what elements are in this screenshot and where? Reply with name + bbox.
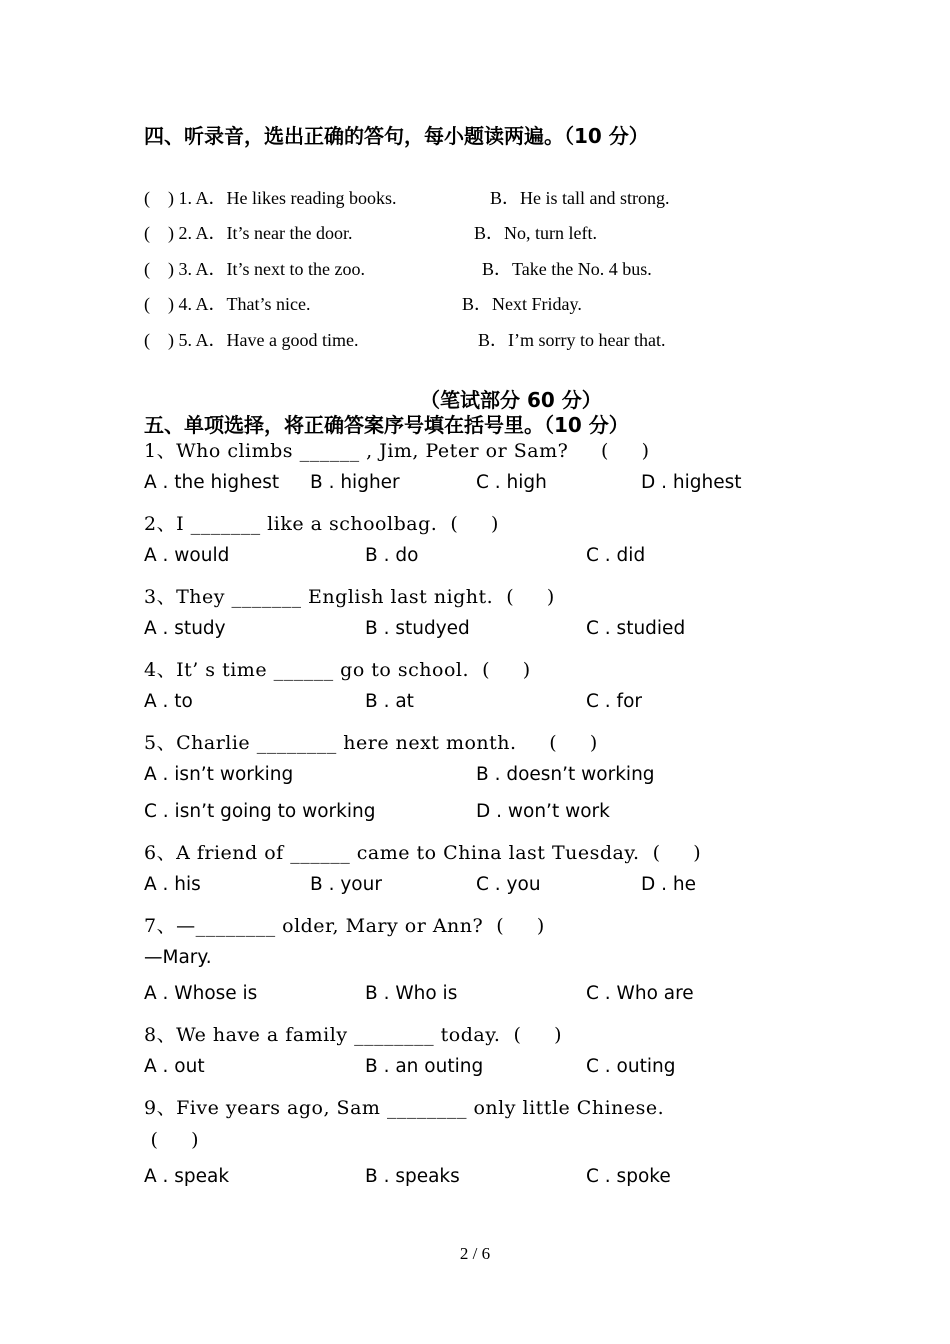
question-2: 2、I _______ like a schoolbag. ( ) [144,513,499,535]
listening-item-1-option-b: B．He is tall and strong. [490,188,670,208]
question-7-option-a: A . Whose is [144,983,258,1004]
listening-item-4: ( ) 4. A．That’s nice. [144,294,311,314]
question-6-option-c: C . you [476,874,541,895]
question-5-option-c: C . isn’t going to working [144,801,376,822]
question-9-option-c: C . spoke [586,1166,671,1187]
question-5: 5、Charlie ________ here next month. ( ) [144,732,598,754]
question-6: 6、A friend of ______ came to China last Tuesday. ( ) [144,842,702,864]
question-9-bracket: ( ) [144,1129,200,1151]
question-9-option-b: B . speaks [365,1166,460,1187]
question-6-option-a: A . his [144,874,201,895]
question-4-option-a: A . to [144,691,193,712]
question-8: 8、We have a family ________ today. ( ) [144,1024,563,1046]
listening-item-2: ( ) 2. A．It’s near the door. [144,223,353,243]
question-6-option-d: D . he [641,874,696,895]
question-4-option-b: B . at [365,691,414,712]
listening-item-3: ( ) 3. A．It’s next to the zoo. [144,259,365,279]
question-5-option-a: A . isn’t working [144,764,294,785]
written-part-title: （笔试部分 60 分） [420,388,602,412]
question-4: 4、It’ s time ______ go to school. ( ) [144,659,531,681]
question-5-option-b: B . doesn’t working [476,764,655,785]
question-1-option-d: D . highest [641,472,742,493]
listening-item-3-option-b: B．Take the No. 4 bus. [482,259,652,279]
question-8-option-c: C . outing [586,1056,676,1077]
question-2-option-a: A . would [144,545,230,566]
question-2-option-b: B . do [365,545,419,566]
question-7-answer-line: —Mary. [144,947,212,968]
question-4-option-c: C . for [586,691,642,712]
listening-item-5-option-b: B．I’m sorry to hear that. [478,330,666,350]
listening-item-5: ( ) 5. A．Have a good time. [144,330,359,350]
question-9: 9、Five years ago, Sam ________ only little Chinese. [144,1097,665,1119]
listening-item-1: ( ) 1. A．He likes reading books. [144,188,397,208]
question-1-option-b: B . higher [310,472,400,493]
question-8-option-a: A . out [144,1056,205,1077]
question-9-option-a: A . speak [144,1166,230,1187]
question-1: 1、Who climbs ______ , Jim, Peter or Sam? ( ) [144,440,650,462]
question-8-option-b: B . an outing [365,1056,484,1077]
question-5-option-d: D . won’t work [476,801,610,822]
question-3-option-b: B . studyed [365,618,470,639]
question-7-option-c: C . Who are [586,983,694,1004]
listening-item-2-option-b: B．No, turn left. [474,223,597,243]
question-7: 7、—________ older, Mary or Ann? ( ) [144,915,545,937]
question-1-option-c: C . high [476,472,547,493]
listening-item-4-option-b: B．Next Friday. [462,294,582,314]
section4-heading: 四、听录音，选出正确的答句，每小题读两遍。（10 分） [144,124,649,148]
question-1-option-a: A . the highest [144,472,280,493]
question-2-option-c: C . did [586,545,646,566]
section5-heading: 五、单项选择，将正确答案序号填在括号里。（10 分） [144,413,629,437]
question-6-option-b: B . your [310,874,382,895]
question-3-option-a: A . study [144,618,226,639]
page-number: 2 / 6 [459,1244,491,1263]
question-3: 3、They _______ English last night. ( ) [144,586,555,608]
question-3-option-c: C . studied [586,618,686,639]
question-7-option-b: B . Who is [365,983,458,1004]
